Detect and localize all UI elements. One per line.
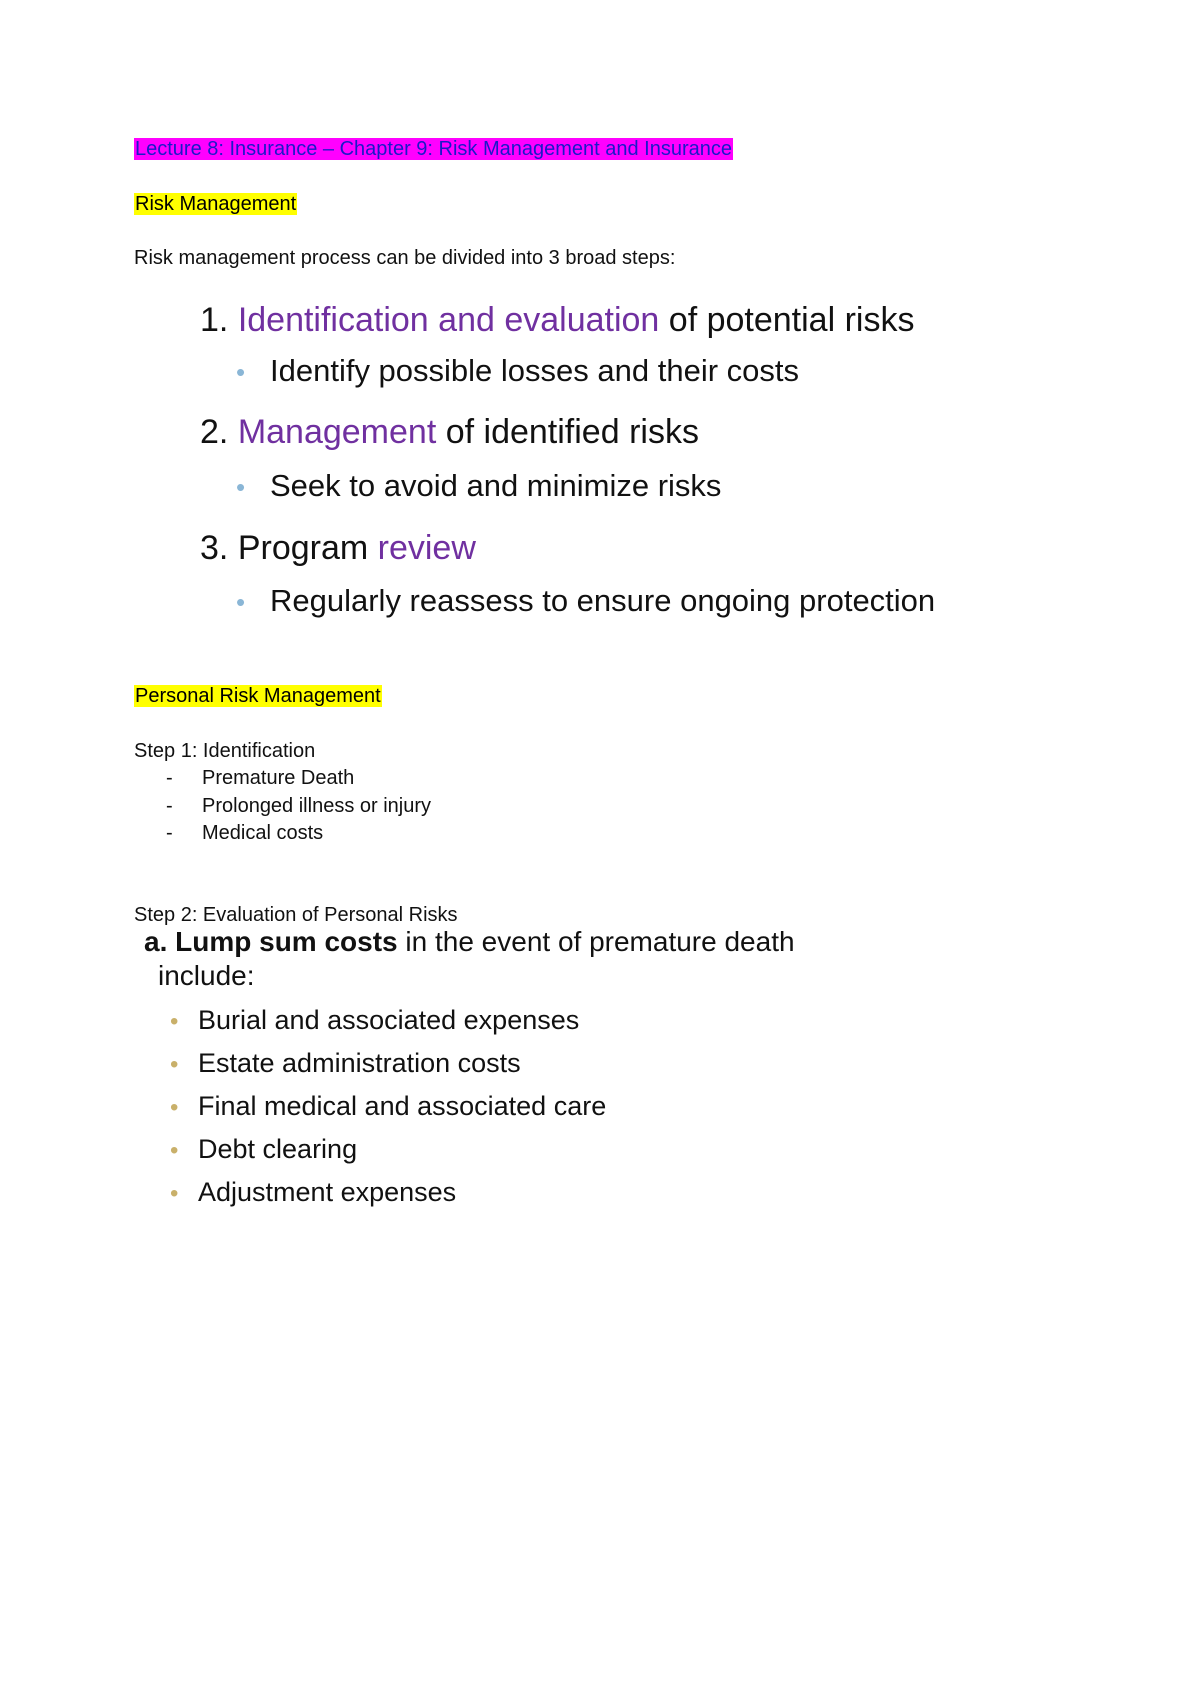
lump-sum-heading-line2: include: <box>158 960 255 991</box>
bullet-icon: • <box>170 1008 179 1035</box>
bullet-icon: • <box>170 1094 179 1121</box>
bullet-icon: • <box>236 587 246 617</box>
section-heading-personal-risk: Personal Risk Management <box>135 685 381 707</box>
bullet-icon: • <box>170 1137 179 1164</box>
lump-sum-heading: a. Lump sum costs in the event of premature death <box>144 926 795 957</box>
step-2-heading: 2. Management of identified risks <box>200 413 699 451</box>
intro-text: Risk management process can be divided into 3 broad steps: <box>134 247 676 269</box>
list-item: - Premature Death <box>166 767 355 789</box>
step-1-title: Step 1: Identification <box>134 740 316 762</box>
step-3-heading: 3. Program review <box>200 529 476 567</box>
list-item: • Estate administration costs <box>170 1045 521 1083</box>
step-3-bullet: • Regularly reassess to ensure ongoing protection <box>236 582 935 621</box>
page-title: Lecture 8: Insurance – Chapter 9: Risk Management and Insurance <box>135 138 733 160</box>
bullet-icon: • <box>236 357 246 387</box>
bullet-icon: • <box>170 1051 179 1078</box>
bullet-icon: • <box>236 472 246 502</box>
list-item: - Medical costs <box>166 822 324 844</box>
list-item: • Final medical and associated care <box>170 1088 606 1126</box>
list-item: • Adjustment expenses <box>170 1174 456 1212</box>
list-item: • Debt clearing <box>170 1131 357 1169</box>
list-item: • Burial and associated expenses <box>170 1002 579 1040</box>
section-heading-risk-management: Risk Management <box>135 193 297 215</box>
list-item: - Prolonged illness or injury <box>166 795 432 817</box>
step-2-bullet: • Seek to avoid and minimize risks <box>236 467 721 506</box>
step-1-heading: 1. Identification and evaluation of potential risks <box>200 301 915 339</box>
step-1-bullet: • Identify possible losses and their costs <box>236 352 799 391</box>
bullet-icon: • <box>170 1180 179 1207</box>
step-2-title: Step 2: Evaluation of Personal Risks <box>134 904 458 926</box>
